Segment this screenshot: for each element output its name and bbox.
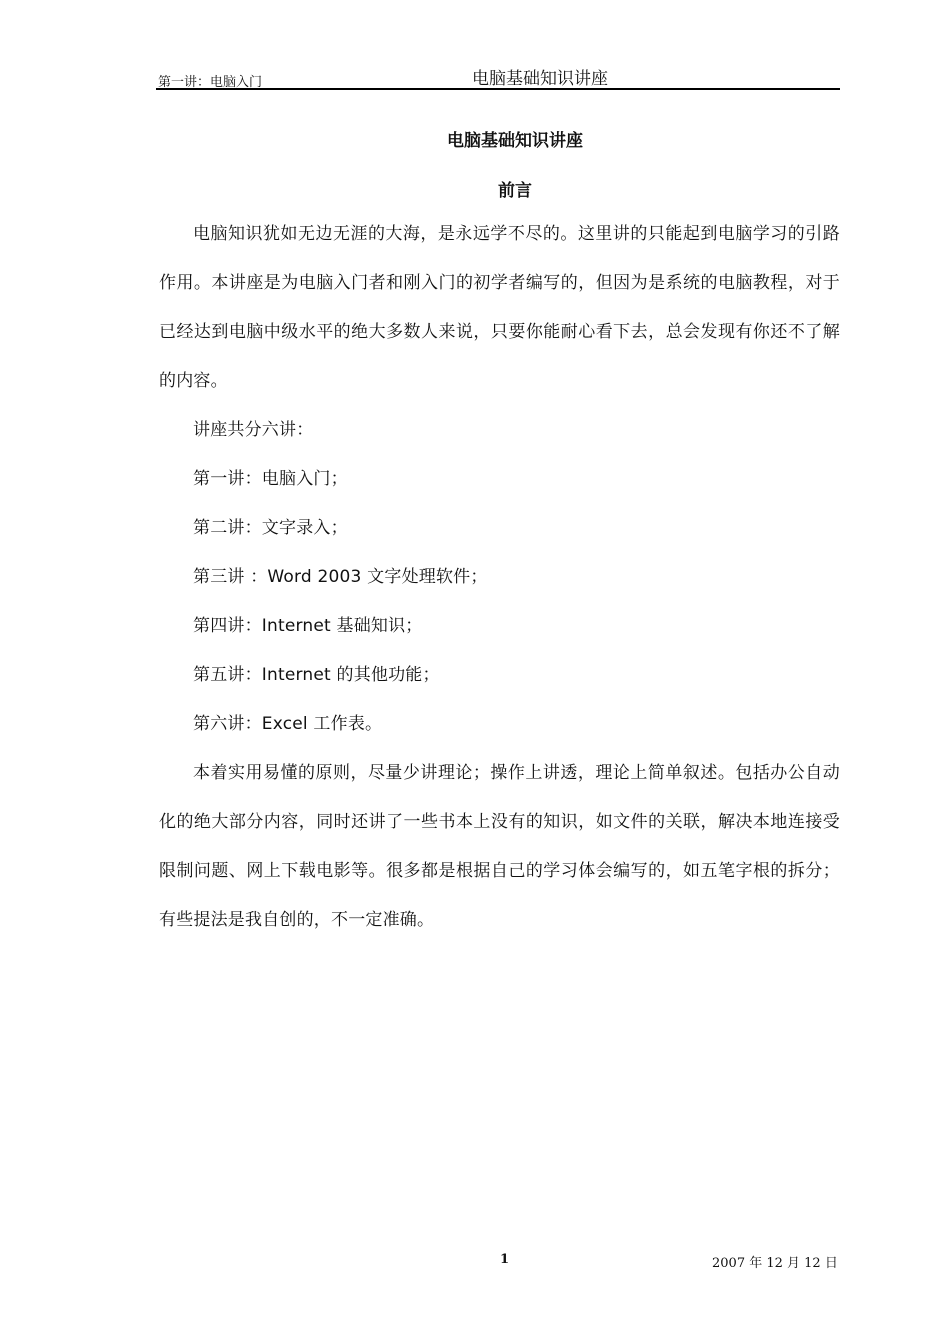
section-heading: 前言 — [498, 181, 532, 201]
lectures-heading: 讲座共分六讲： — [193, 420, 314, 440]
lecture-item: 第六讲：Excel 工作表。 — [193, 714, 383, 734]
lecture-item: 第一讲：电脑入门； — [193, 469, 348, 489]
running-header-chapter: 第一讲：电脑入门 — [158, 75, 263, 90]
intro-paragraph: 电脑知识犹如无边无涯的大海，是永远学不尽的。这里讲的只能起到电脑学习的引路作用。本讲座是为电脑入门者和刚入门的初学者编写的，但因为是系统的电脑教程，对于已经达到电脑中级水平的绝大多数人来说，只要你能耐心看下去，总会发现有你还不了解的内容。 — [159, 224, 840, 391]
document-body — [159, 210, 840, 945]
lecture-item: 第四讲：Internet 基础知识； — [193, 616, 423, 636]
footer-date: 2007 年 12 月 12 日 — [712, 1256, 838, 1271]
document-title: 电脑基础知识讲座 — [447, 131, 583, 151]
page-number: 1 — [500, 1252, 510, 1267]
lecture-item: 第五讲：Internet 的其他功能； — [193, 665, 440, 685]
running-header-title: 电脑基础知识讲座 — [472, 69, 608, 89]
lecture-item: 第二讲：文字录入； — [193, 518, 348, 538]
lecture-item: 第三讲 ：Word 2003 文字处理软件； — [193, 567, 488, 587]
header-rule — [156, 88, 840, 90]
closing-paragraph: 本着实用易懂的原则，尽量少讲理论；操作上讲透，理论上简单叙述。包括办公自动化的绝大部分内容，同时还讲了一些书本上没有的知识，如文件的关联，解决本地连接受限制问题、网上下载电影等。很多都是根据自己的学习体会编写的，如五笔字根的拆分；有些提法是我自创的，不一定准确。 — [159, 763, 840, 930]
